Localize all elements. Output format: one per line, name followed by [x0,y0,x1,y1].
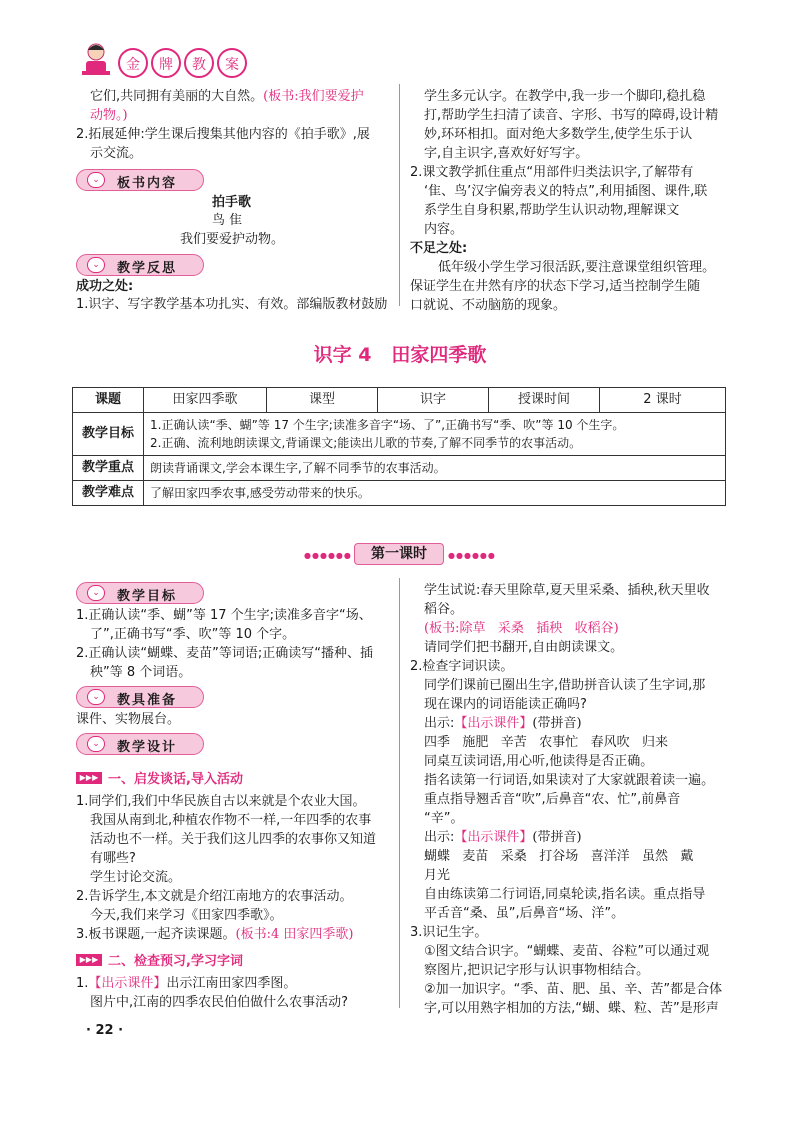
sec1-line-4: 有哪些? [90,851,136,866]
r2-line-4: 2.检查字词识读。 [410,659,514,674]
r2-words-2: 蝴蝶 麦苗 采桑 打谷场 喜洋洋 虽然 戴 [424,849,694,864]
table-cell-topic: 田家四季歌 [144,388,267,413]
design-tag: ⌄ 教学设计 [76,733,204,755]
r2-line-3: 请同学们把书翻开,自由朗读课文。 [424,640,624,655]
table-cell-type: 识字 [378,388,489,413]
r2-words-1: 四季 施肥 辛苦 农事忙 春风吹 归来 [424,735,668,750]
r2-line-5: 同学们课前已圈出生字,借助拼音认读了生字词,那 [424,678,706,693]
lesson-title: 识字 4 田家四季歌 [313,344,487,366]
tools-text: 课件、实物展台。 [76,712,181,727]
top-right-line-4: 字,自主识字,喜欢好好写字。 [424,146,589,161]
r2-line-2: 稻谷。 [424,602,464,617]
top-right-line-7: 系学生自身积累,帮助学生认识动物,理解课文 [424,203,680,218]
table-cell-goal [144,413,726,456]
logo-girl-icon [76,40,116,80]
top-left-line-2: 动物。) [90,108,128,123]
success-line-1: 1.识字、写字教学基本功扎实、有效。部编版教材鼓励 [76,297,388,312]
triple-arrow-icon: ▶▶▶ [76,772,102,784]
top-right-line-2: 打,帮助学生扫清了读音、字形、书写的障碍,设计精 [424,108,719,123]
r2-line-7: 同桌互读词语,用心听,他读得是否正确。 [424,754,654,769]
table-header-key: 教学重点 [73,456,144,481]
page-number: · 22 · [86,1023,124,1038]
table-row [73,413,726,456]
sec1-line-6: 2.告诉学生,本文就是介绍江南地方的农事活动。 [76,889,353,904]
board-title: 拍手歌 [212,195,252,210]
lesson-info-table [72,387,726,506]
r2-line-10: “辛”。 [424,811,464,826]
shortage-line-2: 保证学生在井然有序的状态下学习,适当控制学生随 [410,279,701,294]
goal-item-2: 2.正确、流利地朗读课文,背诵课文;能读出儿歌的节奏,了解不同季节的农事活动。 [150,436,582,450]
shortage-line-3: 口就说、不动脑筋的现象。 [410,298,567,313]
top-right-line-6: ‘隹、鸟’汉字偏旁表义的特点”,利用插图、课件,联 [424,184,708,199]
table-row [73,456,726,481]
goal-line-1: 1.正确认读“季、蝴”等 17 个生字;读准多音字“场、 [76,608,372,623]
sec1-line-8: 3.板书课题,一起齐读课题。(板书:4 田家四季歌) [76,927,354,942]
column-divider-top [399,84,400,306]
board-content-tag: ⌄ 板书内容 [76,169,204,191]
section-1-heading: ▶▶▶ 一、启发谈话,导入活动 [76,768,243,784]
r2-line-16: ②加一加识字。“季、苗、肥、虽、辛、苦”都是合体 [424,982,723,997]
success-label: 成功之处: [76,279,134,294]
top-right-line-1: 学生多元认字。在教学中,我一步一个脚印,稳扎稳 [424,89,706,104]
r2-line-8: 指名读第一行词语,如果读对了大家就跟着读一遍。 [424,773,715,788]
table-header-goal: 教学目标 [73,413,144,456]
table-header-topic: 课题 [73,388,144,413]
board-line-3: 我们要爱护动物。 [180,232,285,247]
table-cell-time: 2 课时 [600,388,726,413]
triple-arrow-icon: ▶▶▶ [76,954,102,966]
logo-char-2: 牌 [151,48,181,78]
goal-line-2: 了”,正确书写“季、吹”等 10 个字。 [90,627,296,642]
top-right-line-3: 妙,环环相扣。面对绝大多数学生,使学生乐于认 [424,127,693,142]
table-header-difficulty: 教学难点 [73,481,144,506]
r2-line-6: 现在课内的词语能读正确吗? [424,697,587,712]
r2-line-11: 自由练读第二行词语,同桌轮读,指名读。重点指导 [424,887,706,902]
logo-char-3: 教 [184,48,214,78]
goal-line-3: 2.正确认读“蝴蝶、麦苗”等词语;正确读写“播种、插 [76,646,373,661]
r2-line-9: 重点指导翘舌音“吹”,后鼻音“农、忙”,前鼻音 [424,792,681,807]
r2-line-13: 3.识记生字。 [410,925,488,940]
logo-char-1: 金 [118,48,148,78]
top-right-line-5: 2.课文教学抓住重点“用部件归类法识字,了解带有 [410,165,694,180]
period-banner: ●●●●●● 第一课时 ●●●●●● [304,543,494,565]
sec1-line-5: 学生讨论交流。 [90,870,182,885]
r2-line-14: ①图文结合识字。“蝴蝶、麦苗、谷粒”可以通过观 [424,944,710,959]
chevron-down-icon: ⌄ [87,172,105,188]
r2-line-15: 察图片,把识记字形与认识事物相结合。 [424,963,650,978]
table-cell-key: 朗读背诵课文,学会本课生字,了解不同季节的农事活动。 [144,456,726,481]
r2-show-2: 出示:【出示课件】(带拼音) [424,830,582,845]
table-row [73,388,726,413]
sec2-line-2: 图片中,江南的四季农民伯伯做什么农事活动? [90,995,349,1010]
reflection-tag: ⌄ 教学反思 [76,254,204,276]
shortage-label: 不足之处: [410,241,468,256]
goal-line-4: 秧”等 8 个词语。 [90,665,192,680]
goal-tag: ⌄ 教学目标 [76,582,204,604]
top-left-line-1: 它们,共同拥有美丽的大自然。(板书:我们要爱护 [90,89,364,104]
sec2-line-1: 1.【出示课件】出示江南田家四季图。 [76,976,297,991]
period-title: 第一课时 [354,543,444,565]
logo-char-4: 案 [217,48,247,78]
tools-tag: ⌄ 教具准备 [76,686,204,708]
chevron-down-icon: ⌄ [87,585,105,601]
r2-line-17: 字,可以用熟字相加的方法,“蝴、蝶、粒、苦”是形声 [424,1001,719,1016]
top-left-line-4: 示交流。 [90,146,143,161]
sec1-line-3: 活动也不一样。关于我们这儿四季的农事你又知道 [90,832,377,847]
r2-line-1: 学生试说:春天里除草,夏天里采桑、插秧,秋天里收 [424,583,710,598]
r2-line-12: 平舌音“桑、虽”,后鼻音“场、洋”。 [424,906,625,921]
section-2-heading: ▶▶▶ 二、检查预习,学习字词 [76,950,243,966]
sec1-line-1: 1.同学们,我们中华民族自古以来就是个农业大国。 [76,794,366,809]
board-line-2: 鸟 隹 [212,213,243,228]
chevron-down-icon: ⌄ [87,257,105,273]
goal-item-1: 1.正确认读“季、蝴”等 17 个生字;读准多音字“场、了”,正确书写“季、吹”等 10 个生字。 [150,418,625,432]
r2-board: (板书:除草 采桑 插秧 收稻谷) [424,621,619,636]
top-right-line-8: 内容。 [424,222,464,237]
chevron-down-icon: ⌄ [87,736,105,752]
r2-show-1: 出示:【出示课件】(带拼音) [424,716,582,731]
table-row [73,481,726,506]
top-left-line-3: 2.拓展延伸:学生课后搜集其他内容的《拍手歌》,展 [76,127,370,142]
chevron-down-icon: ⌄ [87,689,105,705]
r2-words-2b: 月光 [424,868,451,883]
column-divider-bottom [399,578,400,1008]
table-header-time: 授课时间 [489,388,600,413]
sec1-line-2: 我国从南到北,种植农作物不一样,一年四季的农事 [90,813,372,828]
sec1-line-7: 今天,我们来学习《田家四季歌》。 [90,908,283,923]
table-cell-difficulty: 了解田家四季农事,感受劳动带来的快乐。 [144,481,726,506]
table-header-type: 课型 [267,388,378,413]
shortage-line-1: 低年级小学生学习很活跃,要注意课堂组织管理。 [438,260,716,275]
